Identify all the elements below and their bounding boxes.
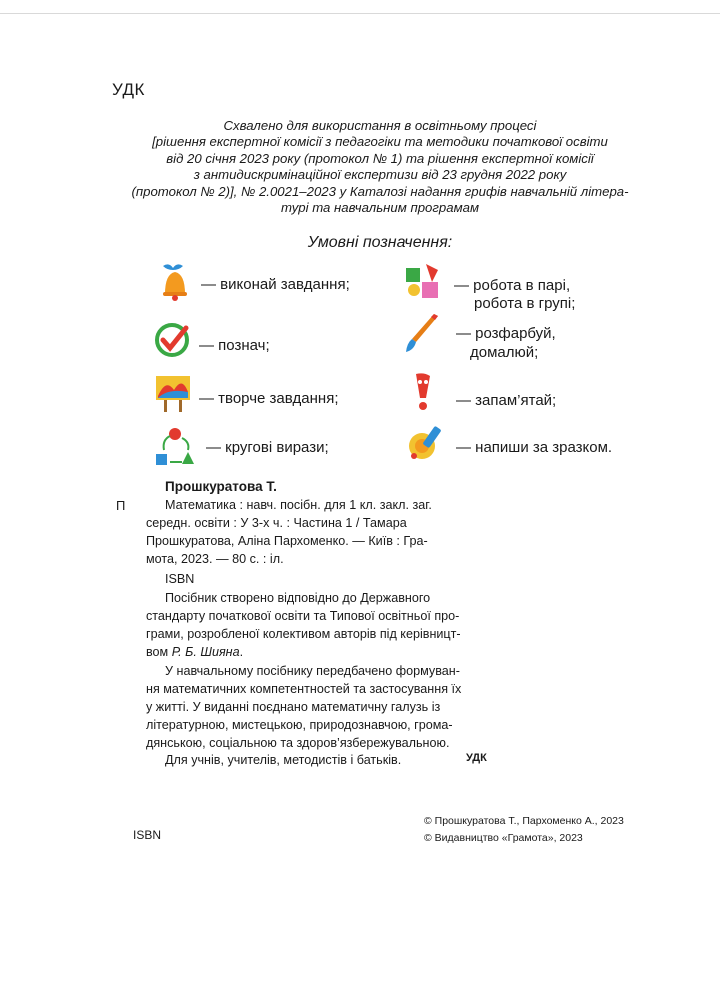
bell-icon — [153, 260, 195, 302]
approval-line: від 20 січня 2023 року (протокол № 1) та рішення експертної комісії — [166, 150, 594, 166]
bib-paragraph-line: У навчальному посібнику передбачено формуван- — [165, 664, 460, 678]
approval-line: турі та навчальним програмам — [281, 200, 479, 216]
cycle-icon — [154, 426, 196, 468]
legend-label-groups: робота в групі; — [474, 295, 576, 312]
bib-paragraph-line: ня математичних компетентностей та застосування їх — [146, 682, 462, 696]
approval-line: Схвалено для використання в освітньому процесі — [223, 118, 537, 133]
bib-description-line: Математика : навч. посібн. для 1 кл. закл. заг. — [165, 498, 432, 512]
legend-label-task: — виконай завдання; — [201, 276, 350, 293]
top-divider — [0, 13, 720, 14]
udk-label: УДК — [112, 80, 145, 99]
bib-paragraph-line: у житті. У виданні поєднано математичну галузь із — [146, 700, 441, 714]
bib-description-line: мота, 2023. — 80 с. : іл. — [146, 552, 284, 566]
bib-audience: Для учнів, учителів, методистів і батьків. — [165, 753, 402, 767]
bib-description-line: Прошкуратова, Аліна Пархоменко. — Київ : Гра- — [146, 534, 428, 548]
legend-title: Умовні позначення: — [307, 234, 453, 251]
people-icon — [402, 260, 444, 302]
legend-label-cycle: — кругові вирази; — [206, 439, 329, 456]
footer-isbn: ISBN — [133, 828, 162, 842]
bib-supervisor-name: Р. Б. Шияна — [171, 645, 240, 659]
legend-label-pairs: — робота в парі, — [454, 277, 571, 294]
easel-icon — [152, 372, 194, 414]
bib-paragraph-line: літературною, мистецькою, природознавчою, грома- — [146, 718, 453, 732]
bib-paragraph-line — [146, 644, 243, 662]
author-name: Прошкуратова Т. — [165, 479, 277, 494]
brush-icon — [402, 312, 444, 354]
checkmark-icon — [152, 318, 194, 360]
approval-line: з антидискримінаційної експертизи від 23 грудня 2022 року — [193, 167, 567, 183]
bib-description-line: середн. освіти : У 3-х ч. : Частина 1 / Тамара — [146, 516, 407, 530]
copyright-publisher: © Видавництво «Грамота», 2023 — [424, 832, 583, 844]
index-letter: П — [116, 498, 126, 513]
approval-line: [рішення експертної комісії з педагогіки та методики початкової освіти — [152, 134, 608, 150]
bib-isbn: ISBN — [165, 572, 195, 586]
pencil-icon — [404, 422, 446, 464]
copyright-authors: © Прошкуратова Т., Пархоменко А., 2023 — [424, 815, 624, 827]
bib-paragraph-suffix: . — [239, 645, 244, 659]
legend-label-draw: домалюй; — [470, 344, 539, 361]
exclamation-icon — [402, 370, 444, 412]
legend-label-mark: — познач; — [199, 337, 270, 354]
bib-paragraph-prefix: вом — [146, 645, 172, 659]
legend-label-remember: — запам’ятай; — [456, 392, 557, 409]
legend-label-color: — розфарбуй, — [456, 325, 556, 342]
legend-label-creative: — творче завдання; — [199, 390, 339, 407]
bib-udk: УДК — [466, 752, 487, 764]
bib-paragraph-line: стандарту початкової освіти та Типової освітньої про- — [146, 609, 460, 623]
bib-paragraph-line: дянською, соціальною та здоров’язбережувальною. — [146, 736, 450, 750]
bib-paragraph-line: грами, розробленої колективом авторів під керівницт- — [146, 627, 461, 641]
approval-line: (протокол № 2)], № 2.0021–2023 у Каталозі надання грифів навчальній літера- — [131, 183, 629, 199]
approval-statement — [100, 118, 660, 216]
bib-paragraph-line: Посібник створено відповідно до Державного — [165, 591, 431, 605]
legend-label-sample: — напиши за зразком. — [456, 439, 613, 456]
